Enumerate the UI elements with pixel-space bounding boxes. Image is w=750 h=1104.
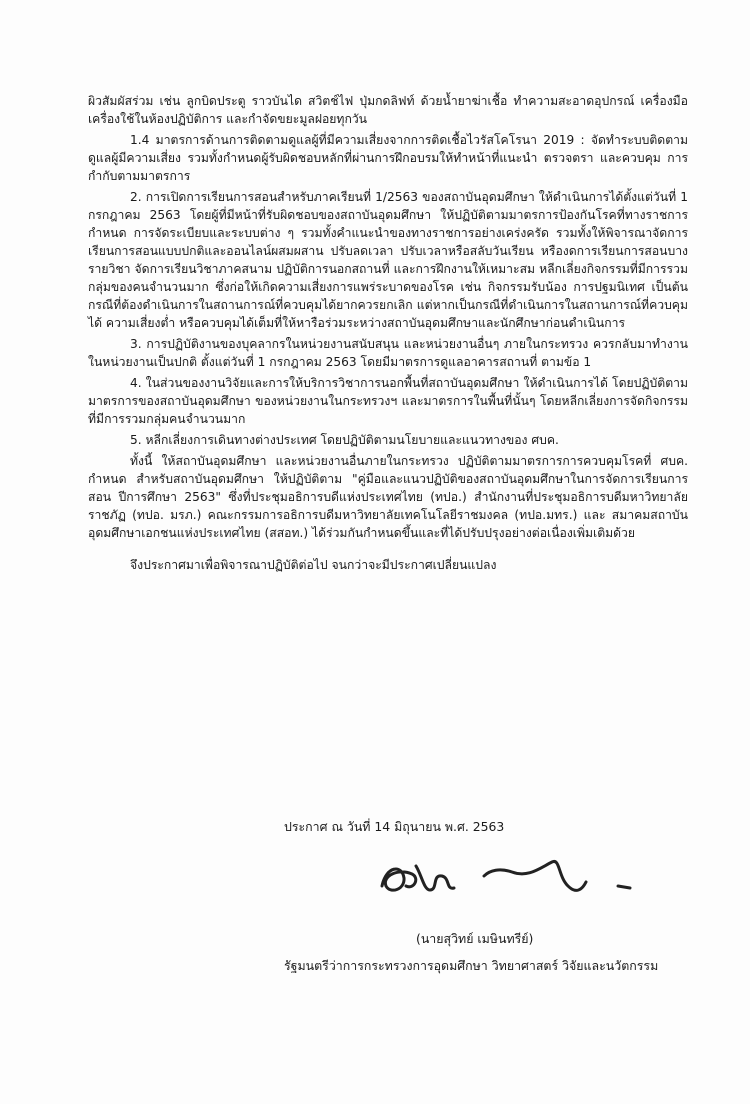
paragraph-item-3: 3. การปฏิบัติงานของบุคลากรในหน่วยงานสนับสนุน และหน่วยงานอื่นๆ ภายในกระทรวง ควรกลับมาทำงานในหน่วยงานเป็นปกติ ตั้งแต่วันที่ 1 กรกฎาคม 2563 โดยมีมาตรการดูแลอาคารสถานที่ ตามข้อ 1 [88, 337, 688, 369]
paragraph-announcement-note: จึงประกาศมาเพื่อพิจารณาปฏิบัติต่อไป จนกว่าจะมีประกาศเปลี่ยนแปลง [130, 558, 497, 572]
paragraph-item-5: 5. หลีกเลี่ยงการเดินทางต่างประเทศ โดยปฏิบัติตามนโยบายและแนวทางของ ศบค. [130, 433, 559, 447]
handwritten-signature [372, 846, 652, 910]
paragraph-item-2: 2. การเปิดการเรียนการสอนสำหรับภาคเรียนที่ 1/2563 ของสถาบันอุดมศึกษา ให้ดำเนินการได้ตั้งแต่วันที่ 1 กรกฎาคม 2563 โดยผู้ที่มีหน้าที่รับผิดชอบของสถาบันอุดมศึกษา ให้ปฏิบัติตามมาตรการป้องกันโรคที่ทางราชการกำหนด การจัดระเบียบและระบบต่าง ๆ รวมทั้งคำแนะนำของทางราชการอย่างเคร่งครัด รวมทั้งให้พิจารณาจัดการเรียนการสอนแบบปกติและออนไลน์ผสมผสาน ปรับลดเวลา ปรับเวลาหรือสลับวันเรียน หรืองดการเรียนการสอนบางรายวิชา จัดการเรียนวิชาภาคสนาม ปฏิบัติการนอกสถานที่ และการฝึกงานให้เหมาะสม หลีกเลี่ยงกิจกรรมที่มีการรวมกลุ่มของคนจำนวนมาก ซึ่งก่อให้เกิดความเสี่ยงการแพร่ระบาดของโรค เช่น กิจกรรมรับน้อง การปฐมนิเทศ เป็นต้น กรณีที่ต้องดำเนินการในสถานการณ์ที่ควบคุมได้ยากควรยกเลิก แต่หากเป็นกรณีที่ดำเนินการในสถานการณ์ที่ควบคุมได้ ความเสี่ยงต่ำ หรือควบคุมได้เต็มที่ให้หารือร่วมระหว่างสถาบันอุดมศึกษาและนักศึกษาก่อนดำเนินการ [88, 190, 688, 330]
paragraph-measure-1-4: 1.4 มาตรการด้านการติดตามดูแลผู้ที่มีความเสี่ยงจากการติดเชื้อไวรัสโคโรนา 2019 : จัดทำระบบติดตามดูแลผู้มีความเสี่ยง รวมทั้งกำหนดผู้รับผิดชอบหลักที่ผ่านการฝึกอบรมให้ทำหน้าที่แนะนำ ตรวจตรา และควบคุม การกำกับตามมาตรการ [88, 133, 688, 183]
document-body [88, 92, 688, 577]
paragraph-closing-instruction: ทั้งนี้ ให้สถาบันอุดมศึกษา และหน่วยงานอื่นภายในกระทรวง ปฏิบัติตามมาตรการการควบคุมโรคที่ ศบค. กำหนด สำหรับสถาบันอุดมศึกษา ให้ปฏิบัติตาม "คู่มือและแนวปฏิบัติของสถาบันอุดมศึกษาในการจัดการเรียนการสอน ปีการศึกษา 2563" ซึ่งที่ประชุมอธิการบดีแห่งประเทศไทย (ทปอ.) สำนักงานที่ประชุมอธิการบดีมหาวิทยาลัยราชภัฏ (ทปอ. มรภ.) คณะกรรมการอธิการบดีมหาวิทยาลัยเทคโนโลยีราชมงคล (ทปอ.มทร.) และ สมาคมสถาบันอุดมศึกษาเอกชนแห่งประเทศไทย (สสอท.) ได้ร่วมกันกำหนดขึ้นและที่ได้ปรับปรุงอย่างต่อเนื่องเพิ่มเติมด้วย [88, 454, 688, 540]
signer-title: รัฐมนตรีว่าการกระทรวงการอุดมศึกษา วิทยาศาสตร์ วิจัยและนวัตกรรม [284, 958, 659, 973]
announcement-date: ประกาศ ณ วันที่ 14 มิถุนายน พ.ศ. 2563 [284, 819, 505, 834]
paragraph-hygiene-continued: ผิวสัมผัสร่วม เช่น ลูกบิดประตู ราวบันได สวิตช์ไฟ ปุ่มกดลิฟท์ ด้วยน้ำยาฆ่าเชื้อ ทำความสะอาดอุปกรณ์ เครื่องมือ เครื่องใช้ในห้องปฏิบัติการ และกำจัดขยะมูลฝอยทุกวัน [88, 94, 688, 126]
signer-name: (นายสุวิทย์ เมษินทรีย์) [416, 931, 534, 946]
paragraph-item-4: 4. ในส่วนของงานวิจัยและการให้บริการวิชาการนอกพื้นที่สถาบันอุดมศึกษา ให้ดำเนินการได้ โดยปฏิบัติตามมาตรการของสถาบันอุดมศึกษา ของหน่วยงานในกระทรวงฯ และมาตรการในพื้นที่นั้นๆ โดยหลีกเลี่ยงการจัดกิจกรรมที่มีการรวมกลุ่มคนจำนวนมาก [88, 376, 688, 426]
